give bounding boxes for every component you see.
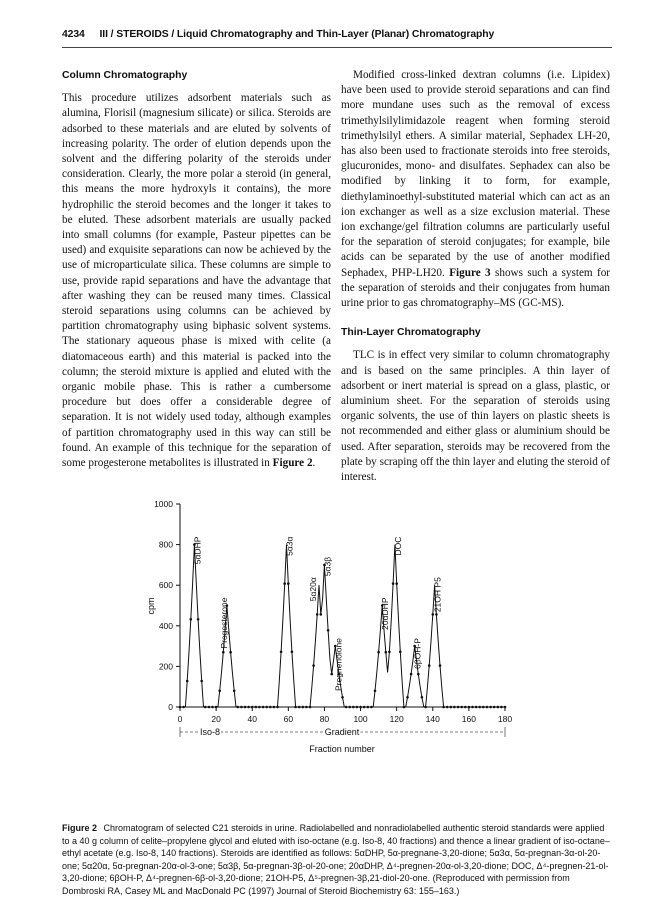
data-point (309, 706, 312, 709)
page-number: 4234 (62, 29, 85, 40)
y-tick-label: 400 (158, 620, 173, 631)
data-point (218, 690, 221, 693)
data-point (251, 706, 254, 709)
header-rule (62, 47, 612, 48)
right-column (341, 68, 610, 485)
data-point (255, 706, 258, 709)
data-point (439, 664, 442, 667)
figure-caption (62, 822, 612, 898)
x-tick-label: 20 (211, 714, 221, 724)
x-tick-label: 180 (497, 714, 513, 724)
data-point (302, 706, 305, 709)
paragraph-text-b: shows such a system for the separation of steroids and their conjugates from human urine prior to gas chromatography–MS (GC-MS). (341, 266, 611, 310)
data-point (500, 706, 503, 709)
data-point (305, 706, 308, 709)
data-point (237, 706, 240, 709)
data-point (388, 651, 391, 654)
data-point (247, 706, 250, 709)
data-point (348, 706, 351, 709)
x-tick-label: 120 (389, 714, 404, 724)
x-tick-label: 160 (461, 714, 476, 724)
data-point (453, 706, 456, 709)
y-tick-label: 1000 (154, 499, 173, 509)
data-point (229, 651, 232, 654)
data-point (446, 706, 449, 709)
data-point (276, 706, 279, 709)
data-point (190, 618, 193, 621)
running-header (62, 29, 612, 40)
data-point (403, 706, 406, 709)
data-point (244, 706, 247, 709)
figure-3-reference[interactable]: Figure 3 (449, 266, 491, 279)
x-tick-label: 60 (283, 714, 294, 724)
peak-label: 5α3β (322, 556, 333, 577)
data-point (211, 706, 214, 709)
data-point (374, 690, 377, 693)
data-point (197, 618, 200, 621)
data-point (424, 706, 427, 709)
paragraph-end: . (312, 457, 316, 470)
data-point (200, 680, 203, 683)
x-tick-label: 80 (319, 714, 330, 724)
data-point (442, 706, 445, 709)
data-point (356, 706, 359, 709)
data-point (468, 706, 471, 709)
data-point (233, 690, 236, 693)
caption-text: Chromatogram of selected C21 steroids in urine. Radiolabelled and nonradiolabelled authentic steroid standards were applied to a 40 g column of celite–propylene glycol and eluted with iso-octane (e.g. Iso-8, 40 fractions) and thence a linear gradient of iso-octane–ethyl acetate (e.g. Iso-8, 140 fractions). Steroids are identified as follows: 5αDHP, 5α-pregnane-3,20-dione; 5α3α, 5α-pregnan-3α-ol-20-one; 5α20α, 5α-pregnan-20α-ol-3-one; 5α3β, 5α-pregnan-3β-ol-20-one; 20αDHP, Δ⁴-pregnen-20α-ol-3,20-dione; DOC, Δ⁴-pregnen-21-ol-3,20-dione; 6βOH-P, Δ⁴-pregnen-6β-ol-3,20-dione; 21OH-P5, Δ⁵-pregnen-3β,21-diol-20-one. (Reproduced with permission from Dombroski RA, Casey ML and MacDonald PC (1997) Journal of Steroid Biochemistry 63: 155–163.) (62, 823, 610, 896)
paragraph-text-a: Modified cross-linked dextran columns (i.e. Lipidex) have been used to provide steroid separations and can find more mundane uses such as the removal of excess trimethylsilylimidazole reagent when forming steroid trimethylsilyl ethers. A similar material, Sephadex LH-20, has also been used to fractionate steroids into free steroids, glucuronides, mono- and disulfates. Sephadex can also be modified by linking it to form, for example, diethylaminoethyl-substituted material which can act as an ion exchanger as well as a size exclusion material. These ion exchange/gel filtration columns are particularly useful for the separation of steroid conjugates; for example, bile acids can be separated by the use of another modified Sephadex, PHP-LH20. (341, 69, 610, 279)
data-point (273, 706, 276, 709)
left-column (62, 68, 331, 471)
peak-label: DOC (392, 536, 403, 556)
data-point (493, 706, 496, 709)
data-point (186, 680, 189, 683)
data-point (435, 613, 438, 616)
data-point (377, 651, 380, 654)
data-point (363, 706, 366, 709)
peak-label: Progesterone (218, 597, 229, 649)
data-point (222, 651, 225, 654)
y-tick-label: 200 (158, 661, 173, 672)
data-point (280, 651, 283, 654)
data-point (482, 706, 485, 709)
data-point (240, 706, 243, 709)
data-point (464, 706, 467, 709)
data-point (298, 706, 301, 709)
data-point (475, 706, 478, 709)
data-point (370, 706, 373, 709)
section-heading-tlc: Thin-Layer Chromatography (341, 327, 481, 339)
data-point (345, 706, 348, 709)
data-point (457, 706, 460, 709)
section-heading-column-chromatography: Column Chromatography (62, 70, 188, 81)
x-tick-label: 140 (425, 714, 440, 724)
data-point (312, 664, 315, 667)
data-point (179, 706, 182, 709)
peak-label: 5α20α (308, 577, 319, 602)
gradient-phase-label: Gradient (324, 727, 360, 737)
data-point (489, 706, 492, 709)
y-tick-label: 600 (158, 580, 173, 591)
iso-phase-label: Iso-8 (199, 727, 221, 737)
data-point (294, 706, 297, 709)
data-point (359, 706, 362, 709)
data-point (215, 706, 218, 709)
data-point (478, 706, 481, 709)
data-point (208, 706, 211, 709)
peak-label: Pregnenolone (333, 638, 344, 692)
peak-label: 5αDHP (192, 536, 203, 565)
tlc-paragraph: TLC is in effect very similar to column chromatography and is based on the same principles. A thin layer of adsorbent or inert material is spread on a glass, plastic, or aluminium sheet. For the separation of steroids using organic solvents, the use of thin layers on plastic sheets is not recommended and either glass or aluminium should be used. After separation, steroids may be recovered from the plate by scraping off the thin layer and eluting the steroid of interest. (341, 349, 610, 484)
data-point (486, 706, 489, 709)
data-point (265, 706, 268, 709)
data-point (352, 706, 355, 709)
data-point (367, 706, 370, 709)
data-point (399, 651, 402, 654)
data-point (432, 613, 435, 616)
data-point (417, 673, 420, 676)
data-point (504, 706, 507, 709)
data-point (291, 651, 294, 654)
y-ticks (154, 499, 180, 712)
data-point (258, 706, 261, 709)
data-point (320, 613, 323, 616)
data-point (316, 613, 319, 616)
x-ticks (178, 707, 513, 724)
caption-label: Figure 2 (62, 823, 98, 833)
peak-label: 6βOH-P (412, 638, 423, 669)
data-point (421, 696, 424, 699)
x-tick-label: 40 (247, 714, 257, 724)
x-axis-label: Fraction number (309, 744, 375, 754)
data-point (204, 706, 207, 709)
x-tick-label: 100 (353, 714, 368, 724)
x-tick-label: 0 (177, 714, 183, 724)
data-point (269, 706, 272, 709)
y-tick-label: 0 (168, 702, 173, 712)
data-point (287, 582, 290, 585)
data-point (406, 696, 409, 699)
plot-area (154, 499, 512, 724)
data-point (392, 582, 395, 585)
data-point (460, 706, 463, 709)
column-chromatography-paragraph (62, 91, 331, 471)
chromatogram-chart (130, 496, 520, 818)
y-tick-label: 800 (158, 539, 173, 550)
peak-label: 20αDHP (380, 597, 391, 630)
running-title: III / STEROIDS / Liquid Chromatography and Thin-Layer (Planar) Chromatography (99, 29, 495, 40)
peak-label: 21OH P5 (432, 577, 443, 613)
data-point (471, 706, 474, 709)
data-point (395, 582, 398, 585)
data-point (428, 664, 431, 667)
data-point (341, 696, 344, 699)
data-point (262, 706, 265, 709)
y-axis-label: cpm (146, 597, 156, 615)
data-point (327, 629, 330, 632)
data-point (410, 673, 413, 676)
data-point (497, 706, 500, 709)
data-point (283, 582, 286, 585)
peak-label: 5α3α (284, 536, 295, 556)
figure-2-reference[interactable]: Figure 2 (272, 457, 313, 470)
paragraph-text: This procedure utilizes adsorbent materials such as alumina, Florisil (magnesium silicate) or silica. Steroids are adsorbed to these materials and are eluted by solvents of increasing polarity. The order of elution depends upon the solvent and the differing polarity of the steroids under consideration. Clearly, the more polar a steroid (in general, this means the more hydroxyls it contains), the more hydrophilic the steroid becomes and the longer it takes to be eluted. These adsorbent materials are usually packed into small columns (for example, Pasteur pipettes can be used) and exquisite separations can now be achieved by the use of microparticulate silica. These columns are simple to use, provide rapid separations and have the advantage that after washing they can be reused many times. Classical steroid separations using columns can be achieved by partition chromatography using biphasic solvent systems. The stationary aqueous phase is mixed with celite (a diatomaceous earth) and this material is packed into the column; the steroid mixture is applied and eluted with the organic mobile phase. This is rather a cumbersome procedure but does offer a considerable degree of separation. It is not widely used today, although examples of partition chromatography used in this way can still be found. An example of this technique for the separation of some progesterone metabolites is illustrated in (62, 92, 331, 470)
data-point (450, 706, 453, 709)
data-point (385, 651, 388, 654)
data-point (182, 706, 185, 709)
dextran-paragraph (341, 68, 610, 311)
